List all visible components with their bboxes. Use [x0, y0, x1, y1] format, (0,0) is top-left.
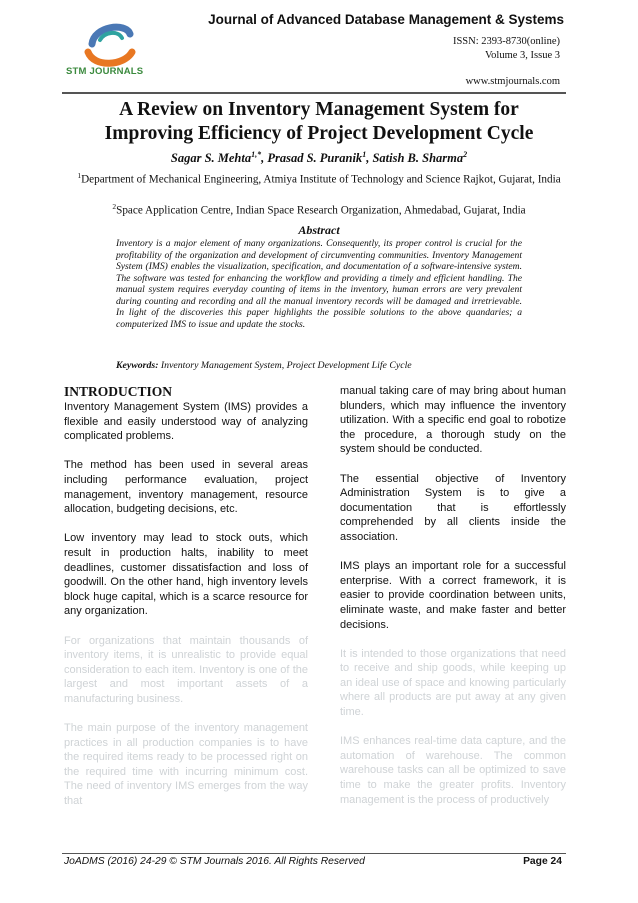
footer-citation: JoADMS (2016) 24-29 © STM Journals 2016. All Rights Reserved — [64, 856, 365, 867]
author-affiliation-mark: 1,* — [251, 150, 262, 159]
keywords-label: Keywords: — [116, 360, 159, 371]
body-paragraph: The method has been used in several areas including performance evaluation, project management, inventory management, resource allocation, budgeting decisions, etc. — [64, 459, 308, 516]
abstract-heading: Abstract — [298, 223, 340, 237]
journal-name: Journal of Advanced Database Management & Systems — [208, 12, 564, 27]
abstract-text: Inventory is a major element of many organizations. Consequently, its proper control is crucial for the profitability of the organization and development of circumventing communities. Inventory Management System (IMS) enables the visualization, specification, and documentation of a software-intensive system. The software was tested for enhancing the workflow and providing a timely and efficient handling. The manual system requires everyday counting of items in the inventory, human errors are very prevalent during counting and recording and all the manual inventory records will be damaged and irretrievable. In light of the discoveries this paper highlights the possible solutions to the above quandaries; a computerized IMS to issue and update the stocks. — [116, 238, 522, 330]
footer-divider — [62, 853, 566, 854]
faded-paragraph: For organizations that maintain thousands of inventory items, it is unrealistic to provide equal consideration to each item. Inventory is one of the largest and most important assets of a manufacturing business. — [64, 634, 308, 705]
author-separator: , — [261, 151, 268, 166]
journal-logo — [64, 18, 150, 88]
body-paragraph: The essential objective of Inventory Administration System is to give a documentation that is effortlessly comprehended by all clients inside the association. — [340, 472, 566, 543]
right-column — [340, 384, 566, 822]
left-column — [64, 384, 308, 809]
affiliation-2 — [64, 199, 574, 219]
affiliation-text: Department of Mechanical Engineering, Atmiya Institute of Technology and Science Rajkot, Gujarat, India — [81, 173, 561, 186]
logo-text: STM JOURNALS — [66, 66, 144, 77]
paper-title — [60, 98, 578, 146]
title-line-2: Improving Efficiency of Project Development Cycle — [104, 123, 534, 144]
body-paragraph: Inventory Management System (IMS) provides a flexible and easily understood way of analyzing complicated problems. — [64, 401, 308, 443]
author-name: Satish B. Sharma — [372, 151, 464, 166]
author-separator: , — [366, 151, 373, 166]
affiliation-1 — [64, 168, 574, 188]
faded-paragraph: The main purpose of the inventory management practices in all production companies is to have the required items ready to be processed right on the required time with incurring minimum cost. The need of inventory IMS emerges from the way that — [64, 722, 308, 808]
body-paragraph: Low inventory may lead to stock outs, which result in production halts, inability to meet deadlines, customer dissatisfaction and loss of goodwill. On the other hand, high inventory levels block huge capital, which is a scarce resource for any organization. — [64, 532, 308, 618]
faded-paragraph: It is intended to those organizations that need to receive and ship goods, while keeping up an ideal use of space and knowing particularly where all products are put away at any given time. — [340, 647, 566, 719]
author-list — [60, 150, 578, 166]
body-paragraph: IMS plays an important role for a successful enterprise. With a correct framework, it is easier to provide coordination between units, eliminate waste, and make faster and better decisions. — [340, 560, 566, 631]
author-affiliation-mark: 2 — [463, 150, 468, 159]
affiliation-mark: 1 — [77, 171, 82, 180]
keywords-text: Inventory Management System, Project Development Life Cycle — [160, 360, 412, 371]
volume-issue: Volume 3, Issue 3 — [484, 50, 560, 61]
title-line-1: A Review on Inventory Management System for — [119, 99, 519, 120]
journal-website[interactable]: www.stmjournals.com — [465, 76, 560, 87]
author-name: Sagar S. Mehta — [170, 151, 252, 166]
affiliation-text: Space Application Centre, Indian Space Research Organization, Ahmedabad, Gujarat, India — [116, 204, 526, 217]
page-number: Page 24 — [523, 856, 562, 867]
section-title: INTRODUCTION — [64, 384, 173, 399]
faded-paragraph: IMS enhances real-time data capture, and the automation of warehouse. The common warehouse tasks can all be optimized to save time to make the greater profits. Inventory management is the process of productively — [340, 735, 566, 806]
header-divider — [62, 92, 566, 94]
body-paragraph: manual taking care of may bring about human blunders, which may influence the inventory utilization. With a specific end goal to robotize the procedure, a thorough study on the system should be conducted. — [340, 385, 566, 456]
author-name: Prasad S. Puranik — [267, 151, 363, 166]
author-affiliation-mark: 1 — [362, 150, 367, 159]
issn: ISSN: 2393-8730(online) — [452, 36, 560, 47]
affiliation-mark: 2 — [112, 202, 117, 211]
keywords — [116, 360, 536, 371]
stm-swirl-logo-icon — [64, 18, 150, 70]
